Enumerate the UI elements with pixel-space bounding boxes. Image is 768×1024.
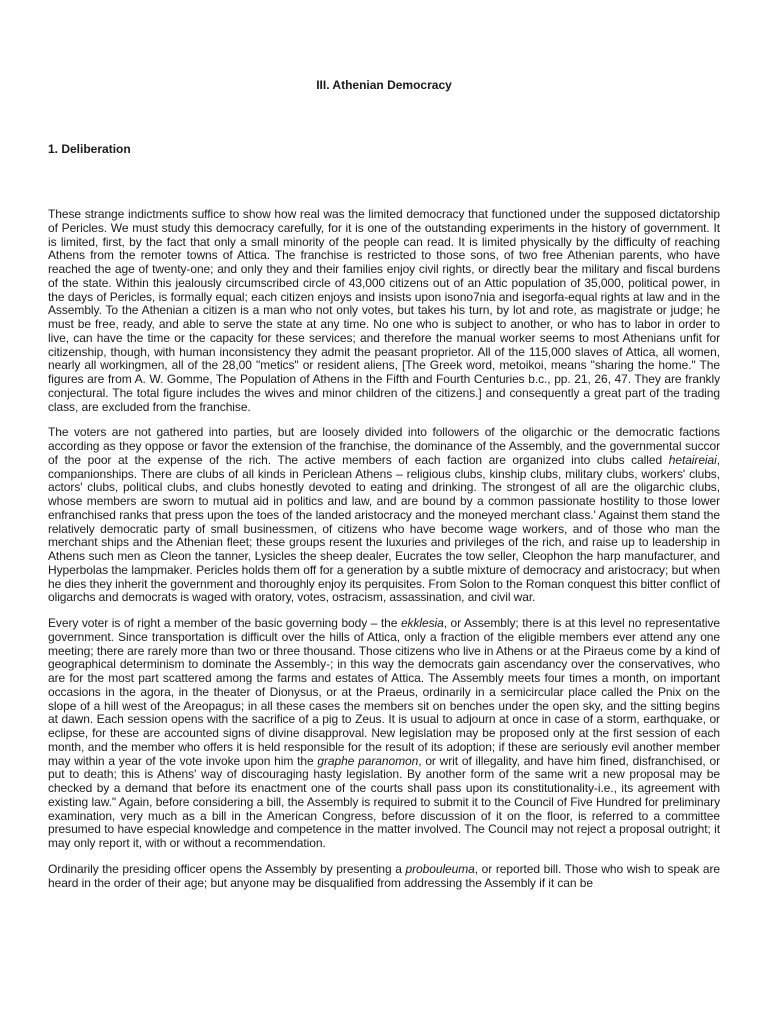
term-hetaireiai: hetaireiai [668,452,717,467]
paragraph-2-text-a: The voters are not gathered into parties, but are loosely divided into followers of the oligarchic or the democratic factions according as they oppose or favor the extension of the franchise, the dominance of the Assembly, and the governmental succor of the poor at the expense of the rich. The active members of each faction are organized into clubs called [48,425,720,467]
paragraph-1 [48,208,720,414]
paragraph-1-text: These strange indictments suffice to show how real was the limited democracy that functioned under the supposed dictatorship of Pericles. We must study this democracy carefully, for it is one of the outstanding experiments in the history of government. It is limited, first, by the fact that only a small minority of the people can read. It is limited physically by the difficulty of reaching Athens from the remoter towns of Attica. The franchise is restricted to those sons, of two free Athenian parents, who have reached the age of twenty-one; and only they and their families enjoy civil rights, or directly bear the military and fiscal burdens of the state. Within this jealously circumscribed circle of 43,000 citizens out of an Attic population of 35,000, political power, in the days of Pericles, is formally equal; each citizen enjoys and insists upon isono7nia and isegorfa-equal rights at law and in the Assembly. To the Athenian a citizen is a man who not only votes, but takes his turn, by lot and rote, as magistrate or judge; he must be free, ready, and able to serve the state at any time. No one who is subject to another, or who has to labor in order to live, can have the time or the capacity for these services; and therefore the manual worker seems to most Athenians unfit for citizenship, though, with human inconsistency they admit the peasant proprietor. All of the 115,000 slaves of Attica, all women, nearly all workingmen, all of the 28,00 "metics" or resident aliens, [The Greek word, metoikoi, means "sharing the home." The figures are from A. W. Gomme, The Population of Athens in the Fifth and Fourth Centuries b.c., pp. 21, 26, 47. They are frankly conjectural. The total figure includes the wives and minor children of the citizens.] and consequently a great part of the trading class, are excluded from the franchise. [48,207,720,414]
term-probouleuma: probouleuma [405,861,475,876]
paragraph-4-text-b: , or reported bill. Those who wish to speak are heard in the order of their age; but anyone may be disqualified from addressing the Assembly if it can be [48,861,720,890]
paragraph-3 [48,617,720,851]
paragraph-3-text-a: Every voter is of right a member of the basic governing body – the [48,616,401,630]
paragraph-3-text-b: , or Assembly; there is at this level no representative government. Since transportation is difficult over the hills of Attica, only a fraction of the eligible members ever attend any one meeting; there are rarely more than two or three thousand. Those citizens who live in Athens or at the Piraeus come by a kind of geographical determinism to dominate the Assembly-; in this way the democrats gain ascendancy over the conservatives, who are for the most part scattered among the farms and estates of Attica. The Assembly meets four times a month, on important occasions in the agora, in the theater of Dionysus, or at the Praeus, ordinarily in a semicircular place called the Pnix on the slope of a hill west of the Areopagus; in all these cases the members sit on benches under the open sky, and the sitting begins at dawn. Each session opens with the sacrifice of a pig to Zeus. It is usual to adjourn at once in case of a storm, earthquake, or eclipse, for these are accounted signs of divine disapproval. New legislation may be proposed only at the first session of each month, and the member who offers it is held responsible for the result of its adoption; if these are seriously evil another member may within a year of the vote invoke upon him the [48,616,720,768]
paragraph-4 [48,863,720,891]
term-ekklesia: ekklesia [400,616,444,630]
paragraph-3-text-c: , or writ of illegality, and have him fined, disfranchised, or put to death; this is Athens' way of discouraging hasty legislation. By another form of the same writ a new proposal may be checked by a demand that before its enactment one of the courts shall pass upon its constitutionality-i.e., its agreement with existing law." Again, before considering a bill, the Assembly is required to submit it to the Council of Five Hundred for preliminary examination, very much as a bill in the American Congress, before discussion of it on the floor, is referred to a committee presumed to have especial knowledge and competence in the matter involved. The Council may not reject a proposal outright; it may only report it, with or without a recommendation. [48,753,720,850]
paragraph-2-text-b: , companionships. There are clubs of all kinds in Periclean Athens – religious clubs, kinship clubs, military clubs, workers' clubs, actors' clubs, political clubs, and clubs honestly devoted to eating and drinking. The strongest of all are the oligarchic clubs, whose members are sworn to mutual aid in politics and law, and are bound by a common passionate hostility to those lower enfranchised ranks that press upon the toes of the landed aristocracy and the moneyed merchant class.' Against them stand the relatively democratic party of small businessmen, of citizens who have become wage workers, and of those who man the merchant ships and the Athenian fleet; these groups resent the luxuries and privileges of the rich, and raise up to leadership in Athens such men as Cleon the tanner, Lysicles the sheep dealer, Eucrates the tow seller, Cleophon the harp manufacturer, and Hyperbolas the lampmaker. Pericles holds them off for a generation by a subtle mixture of democracy and aristocracy; but when he dies they inherit the government and thoroughly enjoy its perquisites. From Solon to the Roman conquest this bitter conflict of oligarchs and democrats is waged with oratory, votes, ostracism, assassination, and civil war. [48,452,720,605]
body-text [48,208,720,902]
paragraph-2 [48,426,720,605]
chapter-title: III. Athenian Democracy [316,78,452,92]
paragraph-4-text-a: Ordinarily the presiding officer opens the Assembly by presenting a [48,861,406,876]
term-graphe-paranomon: graphe paranomon [317,753,419,768]
section-title: 1. Deliberation [48,142,131,156]
